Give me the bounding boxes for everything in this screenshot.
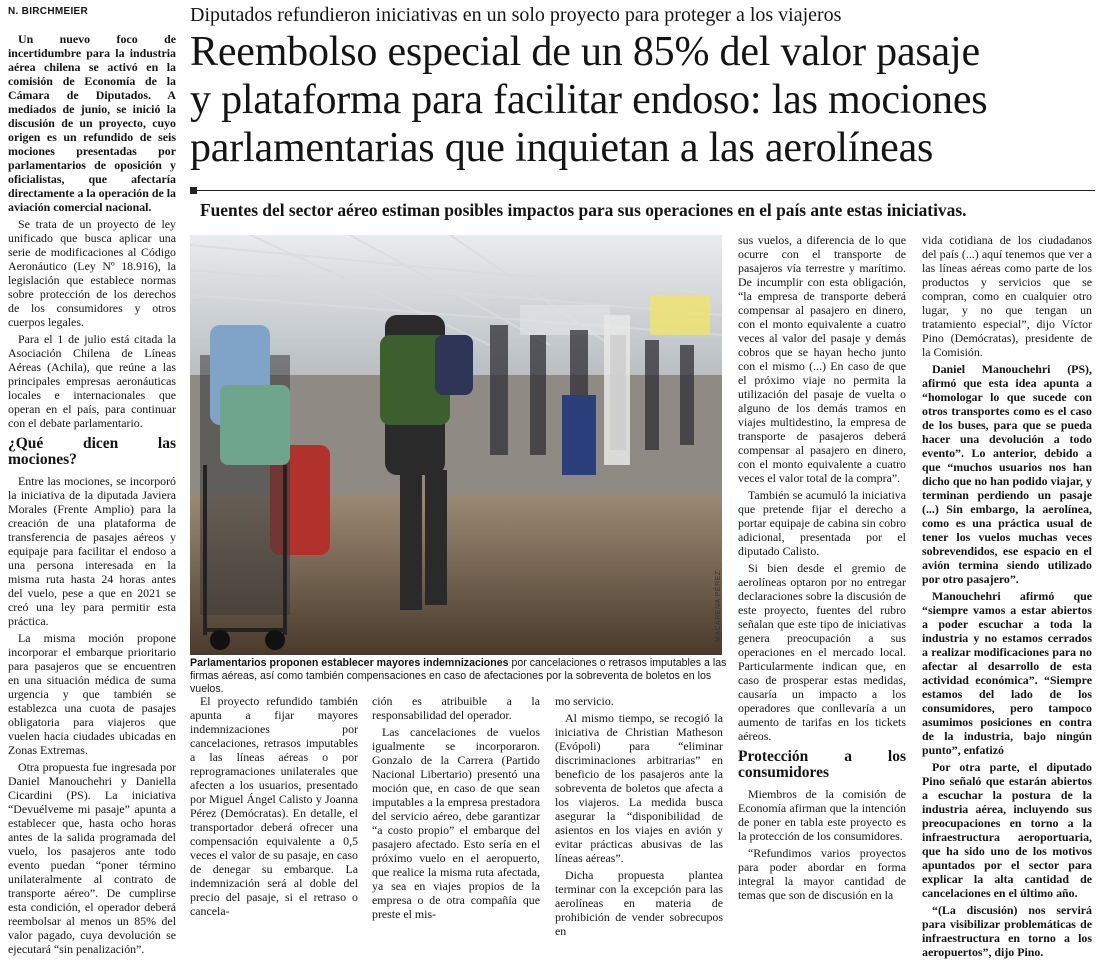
paragraph: sus vuelos, a diferencia de lo que ocurre con el transporte de pasajeros vía terrestre y marítimo. De incumplir con esta obligación, “la empresa de transporte deberá compensar al pasajero en dinero, con el monto equivalente a cuatro veces al valor del pasaje y demás cobros que se hayan hecho junto con el mismo (...) En caso de que el próximo viaje no permita la utilización del pasaje de vuelta o alguno de los demás tramos en viajes multidestino, la empresa de transporte de pasajeros deberá compensar al pasajero en dinero, con el monto equivalente a cuatro veces el valor total de la compra”. <box>738 233 906 485</box>
paragraph: Por otra parte, el diputado Pino señaló que estarán abiertos a escuchar la postura de la industria aérea, incluyendo sus preocupaciones en torno a la infraestructura aeroportuaria, que ha sido uno de los motivos apuntados por el sector para explicar la alta cantidad de cancelaciones en el último año. <box>922 760 1092 900</box>
paragraph: vida cotidiana de los ciudadanos del país (...) aquí tenemos que ver a las líneas aéreas como parte de los productos y servicios que se compran, como en cualquier otro lugar, y no que tengan un tratamiento especial”, dijo Víctor Pino (Demócratas), presidente de la Comisión. <box>922 233 1092 359</box>
subheading-que-dicen: ¿Qué dicen las mociones? <box>8 435 176 468</box>
headline-rule <box>190 190 1095 191</box>
column-3 <box>372 694 540 924</box>
column-5 <box>922 233 1092 962</box>
paragraph: Al mismo tiempo, se recogió la iniciativa de Christian Matheson (Evópoli) para “eliminar discriminaciones arbitrarias” en beneficio de los pasajeros ante la sobreventa de boletos que afecta a los viajeros. La medida busca asegurar la “disponibilidad de asientos en los viajes en avión y evitar prácticas abusivas de las líneas aéreas”. <box>555 711 723 865</box>
paragraph: La misma moción propone incorporar el embarque prioritario para pasajeros que se encuentren en una situación médica de suma urgencia y que también se establezca una cuota de pasajes obligatoria para viajeros que vuelen hacia ciudades ubicadas en Zonas Extremas. <box>8 631 176 757</box>
paragraph: “Refundimos varios proyectos para poder abordar en forma integral la mayor cantidad de temas que son de discusión en la <box>738 846 906 902</box>
paragraph: Otra propuesta fue ingresada por Daniel Manouchehri y Daniella Cicardini (PS). La iniciativa “Devuélveme mi pasaje” apunta a establecer que, hasta ocho horas antes de la salida programada del vuelo, los pasajeros ante todo evento puedan “poner término unilateralmente al contrato de transporte aéreo”. De cumplirse esta condición, el operador deberá reembolsar al menos un 85% del valor pagado, cuya devolución se ejecutará “sin penalización”. <box>8 760 176 956</box>
caption-bold: Parlamentarios proponen establecer mayores indemnizaciones <box>190 657 509 669</box>
column-4b <box>738 233 906 905</box>
paragraph: ción es atribuible a la responsabilidad del operador. <box>372 694 540 722</box>
photo-credit: MACARENA PÉREZ <box>715 570 722 642</box>
caption-text: por cancelaciones o retrasos imputables a las firmas aéreas, así como también compensaciones en caso de afectaciones por la sobreventa de boletos en los vuelos. <box>190 657 727 695</box>
paragraph: Daniel Manouchehri (PS), afirmó que esta idea apunta a “homologar lo que sucede con otros transportes como es el caso de los buses, para que se pueda hacer una devolución a todo evento”. Lo anterior, debido a que “muchos usuarios nos han dicho que no han podido viajar, y terminan perdiendo un pasaje (...) Sin embargo, la aerolínea, como es una práctica usual de tener los vuelos muchas veces sobrevendidos, ese espacio en el avión termina siendo utilizado por otro pasajero”. <box>922 362 1092 586</box>
paragraph: Manouchehri afirmó que “siempre vamos a estar abiertos a poder escuchar a toda la industria y no estamos cerrados a realizar modificaciones para no afectar al desarrollo de esta actividad económica”. “Siempre estamos del lado de los consumidores, pero tampoco asumimos posiciones en contra de la industria, bajo ningún punto”, enfatizó <box>922 589 1092 757</box>
byline: N. BIRCHMEIER <box>8 6 89 17</box>
paragraph: Entre las mociones, se incorporó la iniciativa de la diputada Javiera Morales (Frente Amplio) para la creación de una plataforma de transferencia de pasajes aéreos y equipaje para facilitar el endoso a una persona interesada en la misma ruta hasta 24 horas antes del vuelo, pese a que en 2021 se creó una ley para permitir esta práctica. <box>8 474 176 628</box>
photo-caption <box>190 657 728 696</box>
paragraph: Las cancelaciones de vuelos igualmente se incorporaron. Gonzalo de la Carrera (Partido Nacional Libertario) presentó una moción que, en caso de que sean imputables a la empresa prestadora del servicio aéreo, debe garantizar “a costo propio” el embarque del pasajero afectado. Esto sería en el próximo vuelo en el aeropuerto, que realice la misma ruta afectada, ya sea en viajes propios de la empresa o de otra compañía que preste el mis- <box>372 725 540 921</box>
lead-paragraph: Un nuevo foco de incertidumbre para la industria aérea chilena se activó en la comisión de Economía de la Cámara de Diputados. A mediados de junio, se inició la discusión de un proyecto, cuyo origen es un refundido de seis mociones presentadas por parlamentarios de oposición y oficialistas, que afectaría directamente a la operación de la aviación comercial nacional. <box>8 32 176 214</box>
paragraph: Para el 1 de julio está citada la Asociación Chilena de Líneas Aéreas (Achila), que reúne a las principales empresas aeronáuticas locales e internacionales que operan en el país, para continuar con el debate parlamentario. <box>8 332 176 430</box>
paragraph: “(La discusión) nos servirá para visibilizar problemáticas de infraestructura en torno a los aeropuertos”, dijo Pino. <box>922 903 1092 959</box>
paragraph: Miembros de la comisión de Economía afirman que la intención de poner en tabla este proyecto es la protección de los consumidores. <box>738 787 906 843</box>
column-2 <box>190 694 358 921</box>
paragraph: Se trata de un proyecto de ley unificado que busca aplicar una serie de modificaciones al Código Aeronáutico (Ley Nº 18.916), la legislación que establece normas sobre protección de los derechos de los consumidores y otros cuerpos legales. <box>8 217 176 329</box>
subheading-proteccion: Protección a los consumidores <box>738 748 906 781</box>
headline-line-1: Reembolso especial de un 85% del valor pasaje <box>190 29 980 75</box>
paragraph: El proyecto refundido también apunta a fijar mayores indemnizaciones por cancelaciones, retrasos imputables a las líneas aéreas o por reprogramaciones unilaterales que afecten a los usuarios, presentado por Miguel Ángel Calisto y Joanna Pérez (Demócratas). En detalle, el transportador deberá ofrecer una compensación equivalente a 0,5 veces el valor de su pasaje, en caso de denegar su embarque. La indemnización será al doble del precio del pasaje, si el retraso o cancela- <box>190 694 358 918</box>
paragraph: Dicha propuesta plantea terminar con la excepción para las aerolíneas en materia de prohibición de vender sobrecupos en <box>555 868 723 938</box>
headline-line-3: parlamentarias que inquietan a las aerolíneas <box>190 125 934 171</box>
paragraph: También se acumuló la iniciativa que pretende fijar el derecho a portar equipaje de cabina sin cobro adicional, presentada por el diputado Calisto. <box>738 488 906 558</box>
airport-photo <box>190 235 722 655</box>
column-4a <box>555 694 723 941</box>
headline <box>190 28 1095 172</box>
deck: Fuentes del sector aéreo estiman posibles impactos para sus operaciones en el país ante estas iniciativas. <box>200 200 967 220</box>
paragraph: mo servicio. <box>555 694 614 708</box>
paragraph: Si bien desde el gremio de aerolíneas optaron por no entregar declaraciones sobre la discusión de este proyecto, fuentes del rubro señalan que este tipo de iniciativas genera preocupación a sus operaciones en el mercado local. Particularmente indican que, en caso de prosperar estas medidas, causaría un impacto a los operadores que conllevaría a un aumento de tarifas en los tickets aéreos. <box>738 561 906 743</box>
headline-line-2: y plataforma para facilitar endoso: las mociones <box>190 77 988 123</box>
rule-square-marker <box>190 187 197 194</box>
kicker: Diputados refundieron iniciativas en un solo proyecto para proteger a los viajeros <box>190 4 842 26</box>
airport-photo-illustration <box>190 235 722 655</box>
column-1 <box>8 32 176 959</box>
